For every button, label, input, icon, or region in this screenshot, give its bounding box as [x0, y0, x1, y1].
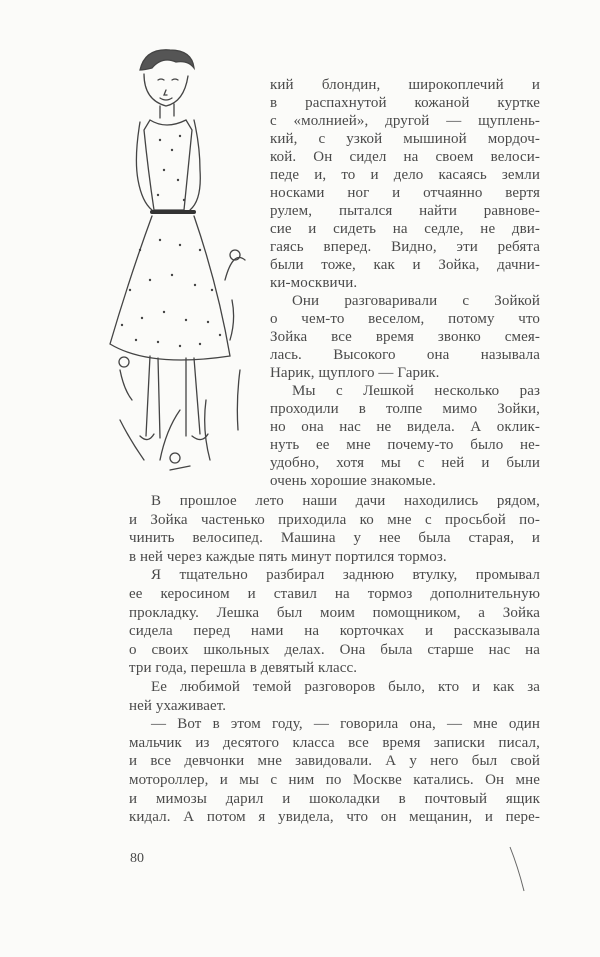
girl-in-dotted-dress-illustration [100, 40, 260, 480]
text-line: и Зойка частенько приходила ко мне с просьбой по- [129, 511, 540, 528]
text-line: педе и, то и дело касаясь земли [270, 167, 540, 183]
text-line: сидела перед нами на корточках и рассказывала [129, 623, 540, 640]
text-line: о своих школьных делах. Она была старше нас на [129, 641, 540, 658]
pen-mark [508, 845, 528, 895]
text-line: Они разговаривали с Зойкой [292, 293, 540, 309]
text-line: Мы с Лешкой несколько раз [292, 383, 540, 399]
text-line: кидал. А потом я увидела, что он мещанин, и пере- [129, 809, 540, 826]
full-width-text [129, 492, 540, 827]
right-column-text [270, 76, 540, 490]
text-line: очень хорошие знакомые. [270, 473, 436, 489]
text-line: Зойка все время звонко смея- [270, 329, 540, 345]
text-line: ней ухаживает. [129, 697, 227, 714]
text-line: в ней через каждые пять минут портился тормоз. [129, 548, 447, 565]
text-line: с «молнией», другой — щуплень- [270, 113, 540, 129]
text-line: удобно, хотя мы с ней и были [270, 455, 540, 471]
text-line: и все девчонки мне завидовали. А у него был свой [129, 753, 540, 770]
text-line: были тоже, как и Зойка, дачни- [270, 257, 540, 273]
text-line: три года, перешла в девятый класс. [129, 660, 358, 677]
text-line: ее керосином и ставил на тормоз дополнительную [129, 585, 540, 602]
text-line: прокладку. Лешка был моим помощником, а Зойка [129, 604, 540, 621]
text-line: В прошлое лето наши дачи находились рядом, [151, 493, 540, 509]
text-line: проходили в толпе мимо Зойки, [270, 401, 540, 417]
text-line: Я тщательно разбирал заднюю втулку, промывал [151, 567, 540, 584]
text-line: о чем-то веселом, потому что [270, 311, 540, 327]
text-line: сие и сидеть на седле, не дви- [270, 221, 540, 237]
text-line: Ее любимой темой разговоров было, кто и как за [151, 678, 540, 695]
text-line: носками ног и отчаянно вертя [270, 185, 540, 201]
text-line: гаясь вперед. Видно, эти ребята [270, 239, 540, 255]
text-line: нуть ее мне почему-то было не- [270, 437, 540, 453]
text-line: рулем, пытался найти равнове- [270, 203, 540, 219]
text-line: мальчик из десятого класса все время записки писал, [129, 734, 540, 751]
text-line: кий, с узкой мышиной мордоч- [270, 131, 540, 147]
text-line: мотороллер, и мы с ним по Москве катались. Он мне [129, 771, 540, 788]
text-line: и мимозы дарил и шоколадки в почтовый ящик [129, 790, 540, 807]
text-line: кой. Он сидел на своем велоси- [270, 149, 540, 165]
text-line: — Вот в этом году, — говорила она, — мне один [151, 716, 540, 733]
text-line: Нарик, щуплого — Гарик. [270, 365, 440, 381]
text-line: но она нас не видела. А оклик- [270, 419, 540, 435]
text-line: ки-москвичи. [270, 275, 358, 291]
text-line: кий блондин, широкоплечий и [270, 77, 540, 93]
page-number: 80 [130, 851, 144, 866]
text-line: чинить велосипед. Машина у нее была старая, и [129, 530, 540, 547]
text-line: в распахнутой кожаной куртке [270, 95, 540, 111]
text-line: лась. Высокого она называла [270, 347, 540, 363]
